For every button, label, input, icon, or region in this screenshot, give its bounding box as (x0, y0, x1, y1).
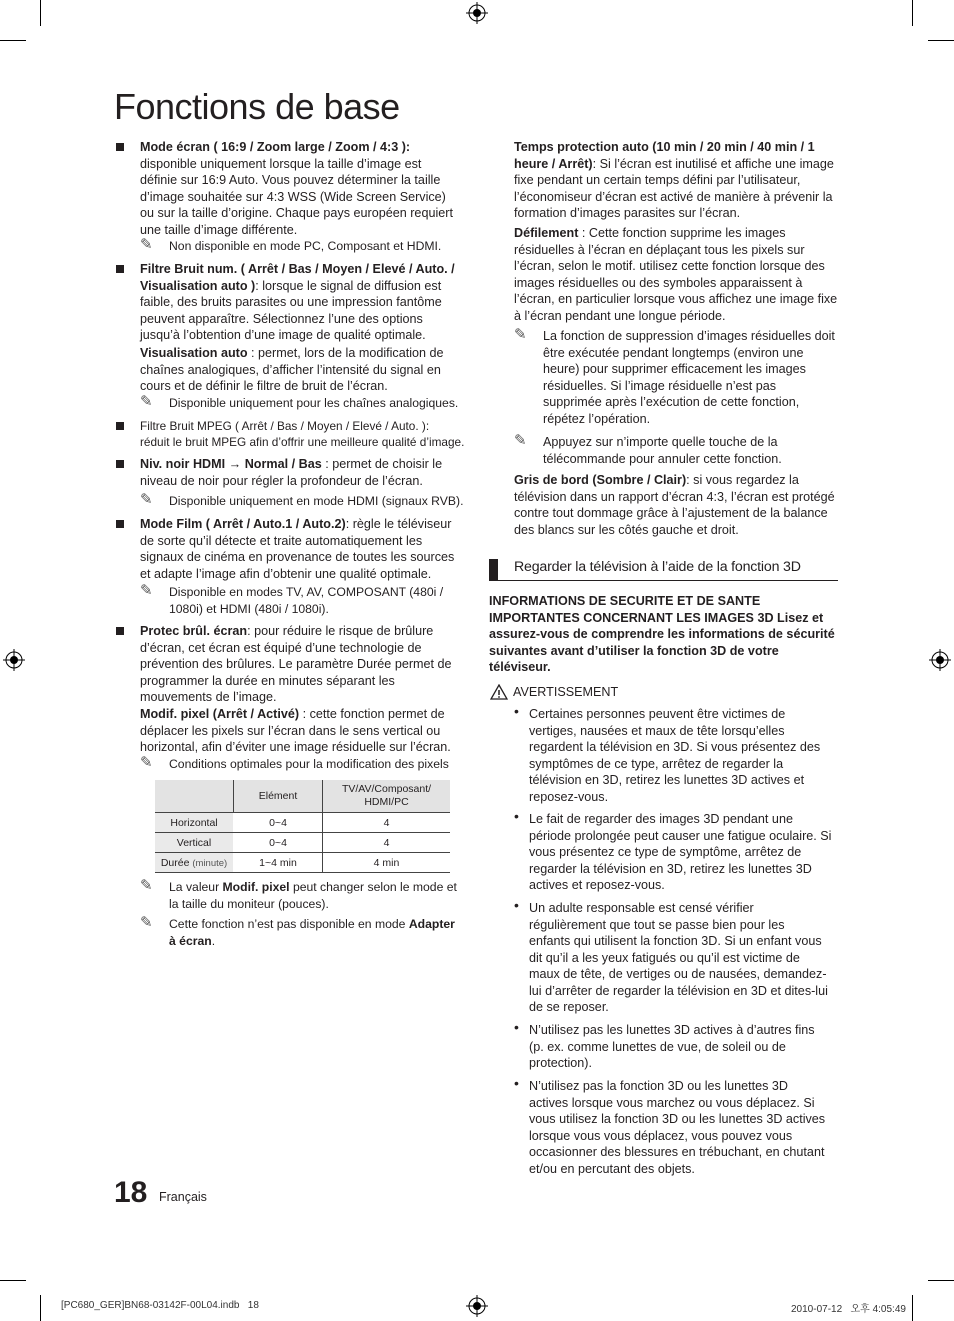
bullet-dot: • (514, 703, 519, 719)
table-row: Durée (minute) 1~4 min 4 min (155, 853, 450, 873)
table-row: Vertical 0~4 4 (155, 833, 450, 853)
note-pencil-icon: ✎ (140, 914, 153, 931)
bullet-dot: • (514, 1019, 519, 1035)
note-text: Appuyez sur n’importe quelle touche de la télécommande pour annuler cette fonction. (543, 435, 782, 466)
note-text: Disponible uniquement en mode HDMI (signaux RVB). (169, 494, 464, 508)
safety-intro: INFORMATIONS DE SECURITE ET DE SANTE IMPORTANTES CONCERNANT LES IMAGES 3D Lisez et assurez-vous de comprendre les informations de sécurité suivantes avant d’utiliser la fonction 3D de votre téléviseur. (489, 594, 835, 674)
note-text: Disponible en modes TV, AV, COMPOSANT (480i / 1080i) et HDMI (480i / 1080i). (169, 585, 444, 616)
bullet-square (116, 143, 124, 151)
table-header-row (155, 780, 450, 813)
protec-paragraph: Protec brûl. écran: pour réduire le risque de brûlure d’écran, cet écran est équipé d’une technologie de prévention des brûlures. Le paramètre Durée permet de programmer la durée en minutes séparant les mouvements de l’image. (140, 624, 452, 704)
page-title: Fonctions de base (114, 86, 400, 127)
defilement-paragraph: Défilement : Cette fonction supprime les images résiduelles à l’écran en déplaçant tous les pixels sur l’écran, selon le motif. utilisez cette fonction lorsque des images résiduelles ou des symboles apparaissent à l’écran, en particulier lorsque vous affichez une image fixe à l’écran pendant une longue période. (514, 226, 838, 323)
bullet-dot: • (514, 1075, 519, 1091)
table-row-label: Horizontal (155, 813, 234, 833)
list-item: Certaines personnes peuvent être victimes de vertiges, nausées et maux de tête lorsqu’elles regardent la télévision en 3D. Si vous présentez des symptômes de ce type, arrêtez de regarder la télévision en 3D, retirez les lunettes 3D actives et reposez-vous. (529, 707, 821, 804)
table-row-label: Vertical (155, 833, 234, 853)
mode-film-paragraph: Mode Film ( Arrêt / Auto.1 / Auto.2): règle le téléviseur de sorte qu’il détecte et traite automatiquement les signaux de cinéma en provenance de toutes les sources et adapte l’image afin d’obtenir une qualité optimale. (140, 517, 455, 581)
table-row: Horizontal 0~4 4 (155, 813, 450, 833)
registration-mark-icon (466, 2, 488, 24)
list-item: Un adulte responsable est censé vérifier régulièrement que tout se passe bien pour les enfants qui utilisent la fonction 3D. Si un enfant vous dit qu’il a les yeux fatigués ou qu’il est victime de maux de tête, de vertiges ou de nausées, demandez-lui d’arrêter de regarder la télévision en 3D et dites-lui de se reposer. (529, 901, 828, 1014)
registration-mark-icon (466, 1295, 488, 1317)
mode-ecran-paragraph: Mode écran ( 16:9 / Zoom large / Zoom / 4:3 ): disponible uniquement lorsque la taille d’image est définie sur 16:9 Auto. Vous pouvez déterminer la taille d’image souhaitée sur 4:3 WSS (Wide Screen Service) ou sur la taille d’origine. Chaque pays européen requiert une taille d’image différente. (140, 140, 453, 237)
print-date: 2010-07-12 오후 4:05:49 (791, 1304, 906, 1315)
table-header-cell: TV/AV/Composant/ HDMI/PC (323, 780, 451, 813)
note-pencil-icon: ✎ (140, 236, 153, 253)
warning-triangle-icon (490, 684, 508, 700)
list-item: N’utilisez pas la fonction 3D ou les lunettes 3D actives lorsque vous marchez ou vous déplacez. Si vous utilisez la fonction 3D ou les lunettes 3D actives lorsque vous vous déplacez, vous pouvez vous occasionner des blessures en trébuchant, en chutant et/ou en percutant des objets. (529, 1079, 826, 1176)
note-text: Cette fonction n’est pas disponible en mode Adapter à écran. (169, 917, 455, 948)
bullet-square (116, 520, 124, 528)
note-pencil-icon: ✎ (514, 326, 527, 343)
registration-mark-icon (929, 649, 951, 671)
filtre-bruit-paragraph: Filtre Bruit num. ( Arrêt / Bas / Moyen / Elevé / Auto. / Visualisation auto ): lorsque le signal de diffusion est faible, des bruits parasites ou une impression fantôme peuvent apparaître. Sélectionnez l’une des options jusqu’à l’obtention d’une image de qualité optimale. (140, 262, 455, 342)
list-item: N’utilisez pas les lunettes 3D actives à d’autres fins (p. ex. comme lunettes de vue, de soleil ou de protection). (529, 1023, 815, 1070)
note-pencil-icon: ✎ (140, 582, 153, 599)
page-number: 18 (114, 1176, 148, 1209)
note-text: La valeur Modif. pixel peut changer selon le mode et la taille du moniteur (pouces). (169, 880, 457, 911)
bullet-square (116, 422, 124, 430)
note-text: Disponible uniquement pour les chaînes analogiques. (169, 396, 459, 410)
language-label: Français (159, 1190, 207, 1204)
filtre-mpeg-paragraph: Filtre Bruit MPEG ( Arrêt / Bas / Moyen / Elevé / Auto. ): réduit le bruit MPEG afin d’offrir une meilleure qualité d’image. (140, 419, 465, 449)
bullet-square (116, 265, 124, 273)
bullet-square (116, 627, 124, 635)
pixel-table (155, 780, 450, 873)
visualisation-auto-paragraph: Visualisation auto : permet, lors de la modification de chaînes analogiques, d’afficher l’intensité du signal en cours et de définir le filtre de bruit de l’écran. (140, 346, 444, 393)
note-pencil-icon: ✎ (514, 432, 527, 449)
table-row-label: Durée (minute) (155, 853, 234, 873)
warning-label: AVERTISSEMENT (513, 685, 619, 699)
file-info: [PC680_GER]BN68-03142F-00L04.indb 18 (61, 1300, 259, 1311)
section-bar (489, 559, 498, 580)
bullet-square (116, 460, 124, 468)
note-pencil-icon: ✎ (140, 491, 153, 508)
modif-pixel-paragraph: Modif. pixel (Arrêt / Activé) : cette fonction permet de déplacer les pixels sur l’écran dans le sens vertical ou horizontal, afin d’éviter une image résiduelle sur l’écran. (140, 707, 451, 754)
list-item: Le fait de regarder des images 3D pendant une période prolongée peut causer une fatigue oculaire. Si vous présentez ce type de symptôme, arrêtez de regarder la télévision en 3D, retirez les lunettes 3D actives et reposez-vous. (529, 812, 832, 892)
table-header-cell: Elément (234, 780, 323, 813)
gris-de-bord-paragraph: Gris de bord (Sombre / Clair): si vous regardez la télévision dans un rapport d’écran 4:3, l’écran est protégé contre tout dommage grâce à l’ajustement de la balance des blancs sur les côtés gauche et droit. (514, 473, 835, 537)
note-pencil-icon: ✎ (140, 393, 153, 410)
bullet-dot: • (514, 808, 519, 824)
note-pencil-icon: ✎ (140, 877, 153, 894)
note-text: Non disponible en mode PC, Composant et HDMI. (169, 239, 442, 253)
bullet-dot: • (514, 897, 519, 913)
niv-noir-paragraph: Niv. noir HDMI → Normal / Bas : permet de choisir le niveau de noir pour régler la profondeur de l’écran. (140, 457, 443, 488)
note-pencil-icon: ✎ (140, 754, 153, 771)
note-text: La fonction de suppression d’images résiduelles doit être exécutée pendant longtemps (environ une heure) pour supprimer efficacement les images résiduelles. Si l’image résiduelle n’est pas supprimée après l’exécution de cette fonction, répétez l’opération. (543, 329, 835, 426)
temps-protection-paragraph: Temps protection auto (10 min / 20 min / 40 min / 1 heure / Arrêt): Si l’écran est inutilisé et affiche une image fixe pendant un certain temps défini par l’utilisateur, l’économiseur d’écran est activé de manière à prévenir la formation d’images parasites sur l’écran. (514, 140, 834, 220)
registration-mark-icon (3, 649, 25, 671)
section-heading: Regarder la télévision à l’aide de la fonction 3D (489, 556, 838, 581)
note-text: Conditions optimales pour la modification des pixels (169, 757, 449, 771)
